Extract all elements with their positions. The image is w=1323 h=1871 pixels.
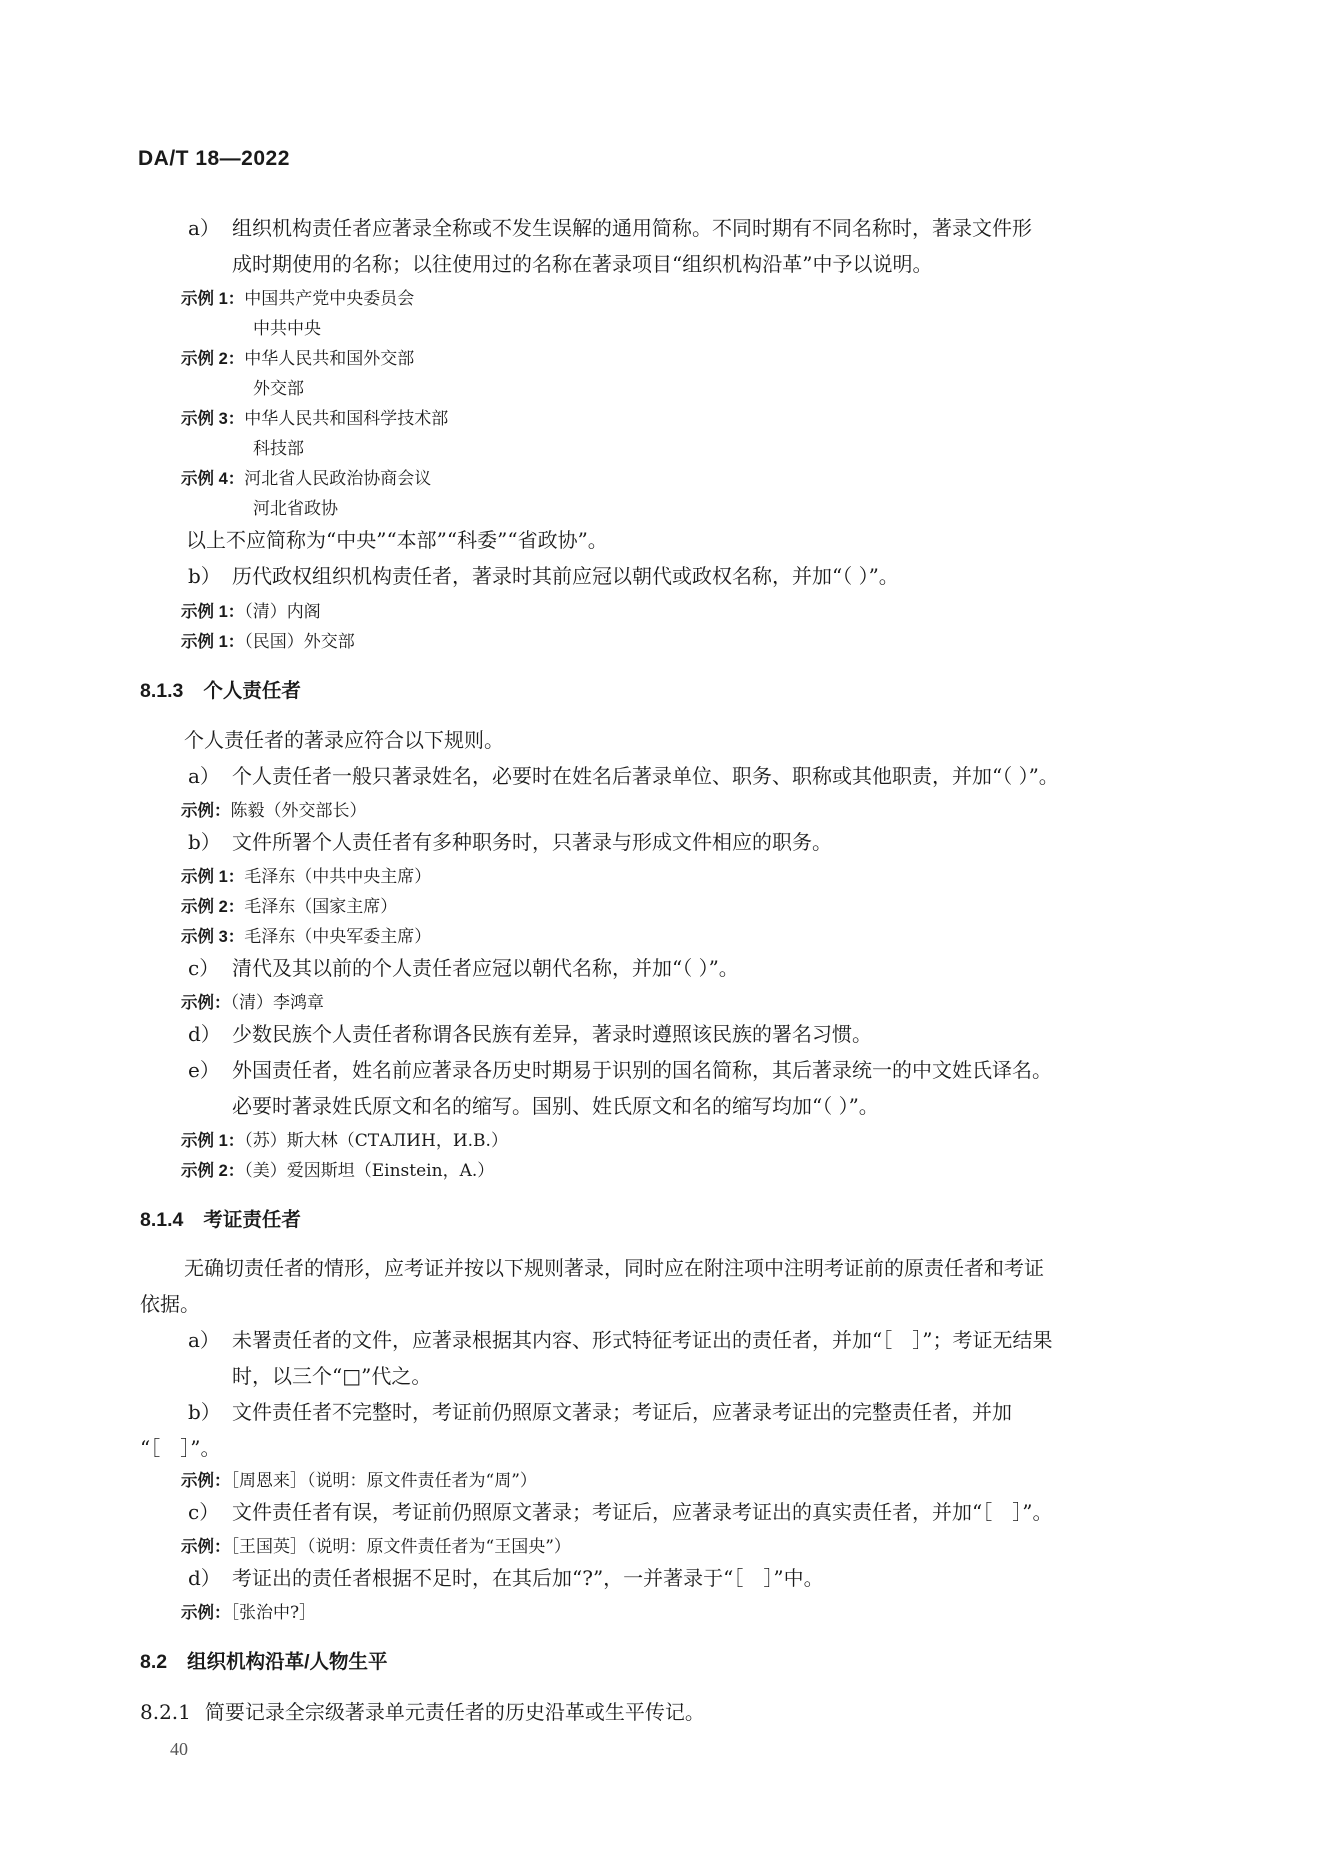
line-text: 必要时著录姓氏原文和名的缩写。国别、姓氏原文和名的缩写均加“（ ）”。 <box>232 1094 879 1118</box>
item-label: b） <box>188 830 221 854</box>
paragraph-line <box>188 560 899 589</box>
paragraph-line <box>188 1018 872 1047</box>
example-label: 示例 2： <box>181 898 245 916</box>
line-text: 依据。 <box>140 1292 200 1316</box>
example-label: 示例 3： <box>181 928 245 946</box>
line-text: 河北省政协 <box>253 499 338 519</box>
line-text: 未署责任者的文件，应著录根据其内容、形式特征考证出的责任者，并加“［ ］”；考证无结果 <box>232 1328 1053 1352</box>
line-text: 科技部 <box>253 439 304 459</box>
line-text: 中华人民共和国科学技术部 <box>244 409 449 429</box>
line-text: 河北省人民政治协商会议 <box>244 469 432 489</box>
page-number: 40 <box>170 1739 188 1759</box>
line-text: 陈毅（外交部长） <box>230 801 367 821</box>
line-text: 组织机构责任者应著录全称或不发生误解的通用简称。不同时期有不同名称时，著录文件形 <box>232 216 1032 240</box>
example-label: 示例： <box>181 1472 231 1490</box>
line-text: 中华人民共和国外交部 <box>244 349 415 369</box>
line-text: 中共中央 <box>253 319 321 339</box>
example-label: 示例： <box>181 1538 231 1556</box>
example-label: 示例 1： <box>181 633 245 651</box>
paragraph-line <box>188 760 1059 789</box>
line-text: “［ ］”。 <box>140 1436 221 1460</box>
paragraph-line <box>184 724 504 753</box>
paragraph-line <box>232 1360 431 1389</box>
example-line <box>181 1126 508 1151</box>
section-heading <box>140 1646 388 1674</box>
line-text: （清）内阁 <box>244 602 321 622</box>
example-label: 示例 1： <box>181 603 245 621</box>
standard-number: DA/T 18—2022 <box>138 147 290 170</box>
section-heading <box>140 1204 301 1232</box>
example-line <box>181 344 414 369</box>
example-label: 示例 2： <box>181 350 245 368</box>
item-label: b） <box>188 564 221 588</box>
paragraph-line <box>140 1696 705 1725</box>
line-text: ［张治中?］ <box>230 1603 317 1623</box>
line-text: （民国）外交部 <box>244 632 355 652</box>
item-label: a） <box>188 764 220 788</box>
line-text: 个人责任者的著录应符合以下规则。 <box>184 728 504 752</box>
paragraph-line <box>140 1288 200 1317</box>
example-line <box>181 796 367 821</box>
example-line <box>181 1532 571 1557</box>
item-label: e） <box>188 1058 220 1082</box>
line-text: 中国共产党中央委员会 <box>244 289 415 309</box>
example-line <box>181 1466 537 1491</box>
example-label: 示例 2： <box>181 1162 245 1180</box>
paragraph-line <box>232 1090 879 1119</box>
line-text: 文件所署个人责任者有多种职务时，只著录与形成文件相应的职务。 <box>232 830 832 854</box>
line-text: 简要记录全宗级著录单元责任者的历史沿革或生平传记。 <box>204 1700 705 1724</box>
example-label: 示例： <box>181 994 231 1012</box>
line-text: 清代及其以前的个人责任者应冠以朝代名称，并加“（ ）”。 <box>232 956 739 980</box>
example-line <box>253 314 321 339</box>
example-label: 示例： <box>181 802 231 820</box>
paragraph-line <box>188 1562 824 1591</box>
line-text: 历代政权组织机构责任者，著录时其前应冠以朝代或政权名称，并加“（ ）”。 <box>232 564 899 588</box>
example-line <box>181 922 431 947</box>
item-label: a） <box>188 1328 220 1352</box>
example-line <box>181 597 321 622</box>
line-text: 考证出的责任者根据不足时，在其后加“?”，一并著录于“［ ］”中。 <box>232 1566 824 1590</box>
example-line <box>181 892 397 917</box>
line-text: 外交部 <box>253 379 304 399</box>
line-text: 以上不应简称为“中央”“本部”“科委”“省政协”。 <box>186 528 608 552</box>
line-text: （美）爱因斯坦（Einstein，A.） <box>244 1161 495 1181</box>
line-text: 考证责任者 <box>203 1209 301 1231</box>
example-line <box>181 988 324 1013</box>
paragraph-line <box>188 1396 1012 1425</box>
line-text: 个人责任者一般只著录姓名，必要时在姓名后著录单位、职务、职称或其他职责，并加“（ ）”。 <box>232 764 1059 788</box>
line-text: 成时期使用的名称；以往使用过的名称在著录项目“组织机构沿革”中予以说明。 <box>232 252 933 276</box>
example-label: 示例 1： <box>181 1132 245 1150</box>
line-text: 文件责任者不完整时，考证前仍照原文著录；考证后，应著录考证出的完整责任者，并加 <box>232 1400 1012 1424</box>
paragraph-line <box>188 1324 1052 1353</box>
example-line <box>253 494 338 519</box>
line-text: 个人责任者 <box>203 680 301 702</box>
line-text: ［王国英］（说明：原文件责任者为“王国央”） <box>230 1537 571 1557</box>
example-line <box>181 1156 494 1181</box>
item-label: c） <box>188 1500 220 1524</box>
paragraph-line <box>188 212 1032 241</box>
example-line <box>181 1598 316 1623</box>
item-label: c） <box>188 956 220 980</box>
item-label: d） <box>188 1022 221 1046</box>
paragraph-line <box>232 248 932 277</box>
section-heading <box>140 675 301 703</box>
paragraph-line <box>184 1252 1044 1281</box>
paragraph-line <box>188 1054 1052 1083</box>
line-text: 毛泽东（中共中央主席） <box>244 867 432 887</box>
example-label: 示例： <box>181 1604 231 1622</box>
example-line <box>181 404 448 429</box>
section-number: 8.2.1 <box>140 1700 191 1724</box>
line-text: ［周恩来］（说明：原文件责任者为“周”） <box>230 1471 537 1491</box>
section-number: 8.1.4 <box>140 1209 184 1231</box>
example-label: 示例 1： <box>181 868 245 886</box>
line-text: 毛泽东（中央军委主席） <box>244 927 432 947</box>
paragraph-line <box>140 1432 220 1461</box>
example-label: 示例 1： <box>181 290 245 308</box>
paragraph-line <box>186 524 608 553</box>
line-text: 文件责任者有误，考证前仍照原文著录；考证后，应著录考证出的真实责任者，并加“［ ］”。 <box>232 1500 1053 1524</box>
line-text: 少数民族个人责任者称谓各民族有差异，著录时遵照该民族的署名习惯。 <box>232 1022 872 1046</box>
example-line <box>181 862 431 887</box>
section-number: 8.1.3 <box>140 680 184 702</box>
line-text: 外国责任者，姓名前应著录各历史时期易于识别的国名简称，其后著录统一的中文姓氏译名。 <box>232 1058 1052 1082</box>
item-label: d） <box>188 1566 221 1590</box>
line-text: 组织机构沿革/人物生平 <box>187 1651 388 1673</box>
line-text: 毛泽东（国家主席） <box>244 897 398 917</box>
example-label: 示例 3： <box>181 410 245 428</box>
section-number: 8.2 <box>140 1651 168 1673</box>
line-text: 时，以三个“□”代之。 <box>232 1364 432 1388</box>
paragraph-line <box>188 1496 1052 1525</box>
example-line <box>181 284 414 309</box>
paragraph-line <box>188 952 739 981</box>
item-label: b） <box>188 1400 221 1424</box>
line-text: 无确切责任者的情形，应考证并按以下规则著录，同时应在附注项中注明考证前的原责任者和考证 <box>184 1256 1044 1280</box>
line-text: （苏）斯大林（СТАЛИН，И.В.） <box>244 1131 508 1151</box>
line-text: （清）李鸿章 <box>230 993 324 1013</box>
example-line <box>181 464 431 489</box>
item-label: a） <box>188 216 220 240</box>
example-label: 示例 4： <box>181 470 245 488</box>
example-line <box>253 374 304 399</box>
paragraph-line <box>188 826 832 855</box>
example-line <box>181 627 355 652</box>
example-line <box>253 434 304 459</box>
